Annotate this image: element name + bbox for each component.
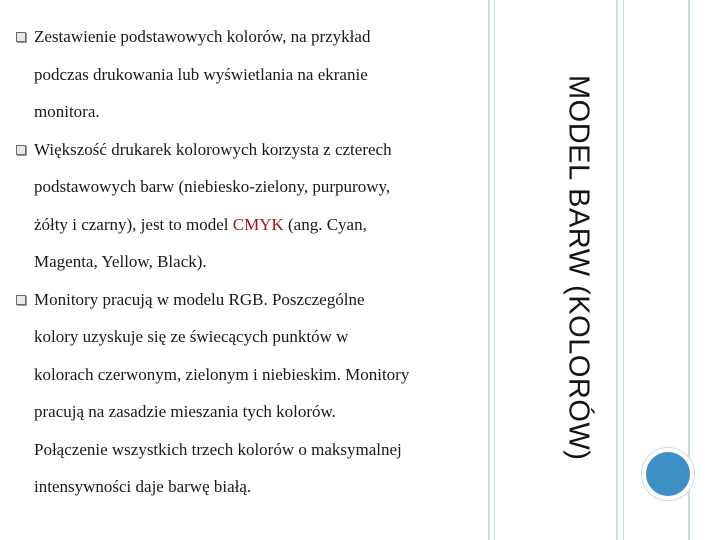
cmyk-line-end: (ang. Cyan, xyxy=(283,214,367,234)
decorative-rule xyxy=(623,0,624,540)
bullet-line: podstawowych barw (niebiesko-zielony, purpurowy, xyxy=(34,177,391,196)
bullet-item xyxy=(14,131,484,281)
bullet-item xyxy=(14,281,484,506)
bullet-line: monitora. xyxy=(34,102,100,121)
title-container xyxy=(548,18,608,518)
decorative-rule xyxy=(494,0,495,540)
cmyk-term: CMYK xyxy=(232,214,284,234)
bullet-item xyxy=(14,18,484,131)
bullet-line: Większość drukarek kolorowych korzysta z czterech xyxy=(34,139,392,159)
bullet-line: Połączenie wszystkich trzech kolorów o maksymalnej xyxy=(34,439,402,459)
slide-title: MODEL BARW (KOLORÓW) xyxy=(562,75,595,461)
cmyk-line-start: żółty i czarny), jest to model xyxy=(34,214,233,234)
bullet-line: Zestawienie podstawowych kolorów, na przykład xyxy=(34,27,371,46)
square-bullet-icon xyxy=(16,145,26,155)
bullet-list xyxy=(14,18,484,506)
decorative-rule xyxy=(616,0,618,540)
bullet-line: intensywności daje barwę białą. xyxy=(34,477,252,496)
bullet-text xyxy=(34,18,484,131)
square-bullet-icon xyxy=(16,295,26,305)
bullet-text xyxy=(34,281,484,506)
bullet-line: Magenta, Yellow, Black). xyxy=(34,252,207,271)
bullet-line-cmyk xyxy=(34,206,484,244)
bullet-line: kolory uzyskuje się ze świecących punktów w xyxy=(34,327,349,346)
bullet-line: Monitory pracują w modelu RGB. Poszczególne xyxy=(34,289,365,309)
bullet-text xyxy=(34,131,484,281)
bullet-line: pracują na zasadzie mieszania tych kolorów. xyxy=(34,402,336,421)
square-bullet-icon xyxy=(16,32,26,42)
bullet-line: kolorach czerwonym, zielonym i niebieskim. Monitory xyxy=(34,364,410,384)
bullet-line: podczas drukowania lub wyświetlania na ekranie xyxy=(34,64,368,84)
circle-decoration xyxy=(642,448,694,500)
decorative-rule xyxy=(488,0,490,540)
